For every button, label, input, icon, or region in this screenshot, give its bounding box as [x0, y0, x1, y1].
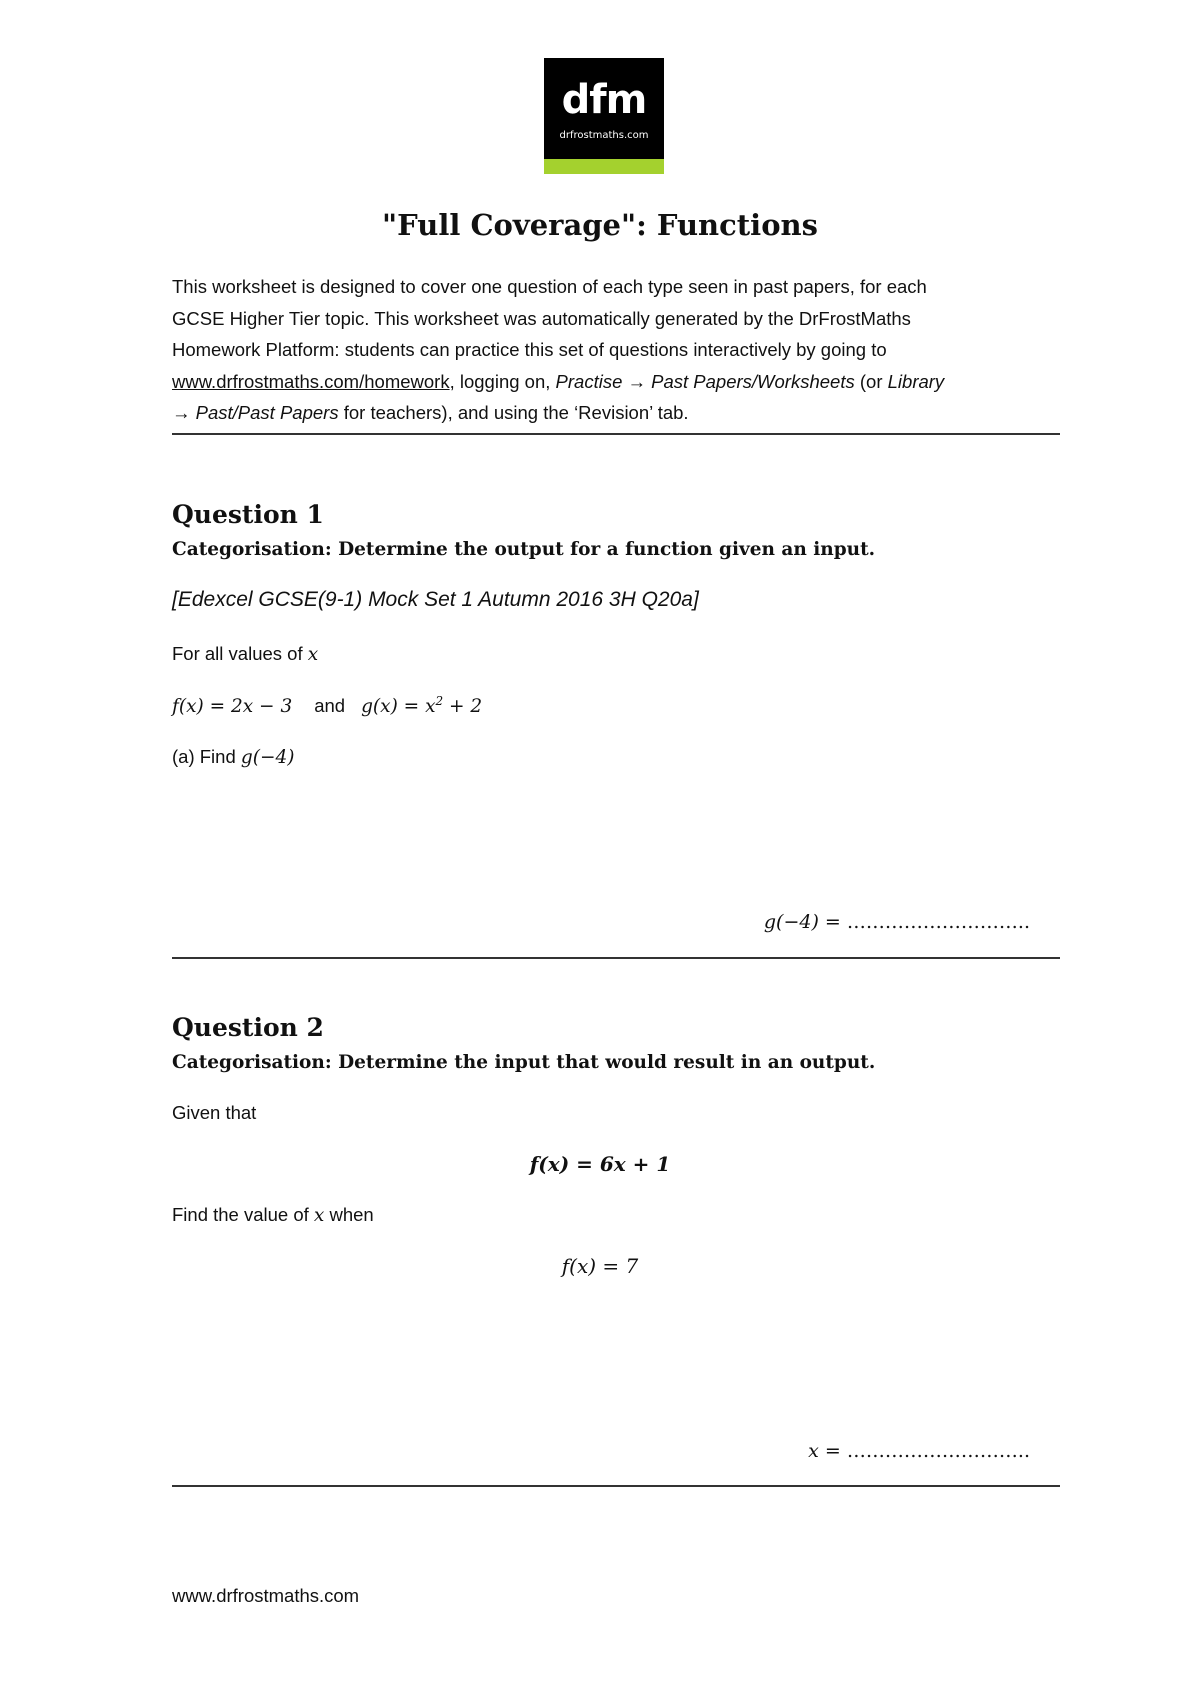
question-2-f-equation	[0, 1254, 1200, 1278]
var-x: x	[313, 1205, 325, 1226]
intro-paragraph	[172, 271, 1052, 429]
divider	[172, 1485, 1060, 1487]
intro-line	[172, 397, 1052, 429]
intro-line: This worksheet is designed to cover one question of each type seen in past papers, for each	[172, 276, 927, 297]
intro-text: , logging on,	[449, 370, 556, 392]
answer-dots[interactable]: ………………………..	[846, 911, 1030, 933]
divider	[172, 957, 1060, 959]
footer-url: www.drfrostmaths.com	[172, 1585, 360, 1606]
question-2-f-definition	[0, 1152, 1200, 1176]
homework-link[interactable]: www.drfrostmaths.com/homework	[172, 370, 450, 392]
answer-dots[interactable]: ………………………..	[846, 1440, 1030, 1462]
intro-past-past: Past/Past Papers	[195, 402, 339, 423]
part-a-text: (a) Find	[172, 746, 241, 767]
question-2-heading: Question 2	[172, 1013, 324, 1042]
question-2-category: Categorisation: Determine the input that would result in an output.	[172, 1052, 876, 1073]
find-suffix: when	[324, 1204, 374, 1225]
question-2-given: Given that	[172, 1102, 257, 1123]
answer-label: x =	[808, 1440, 841, 1462]
f-equation: f(x) = 7	[561, 1254, 639, 1278]
g-def-tail: + 2	[443, 696, 483, 718]
question-2-answer-line	[808, 1440, 1030, 1462]
page-title: "Full Coverage": Functions	[382, 208, 818, 242]
intro-or: (or	[854, 370, 888, 392]
divider	[172, 433, 1060, 435]
intro-text: for teachers), and using the ‘Revision’ tab.	[338, 402, 689, 423]
f-definition: f(x) = 2x − 3	[172, 696, 293, 718]
intro-line: Homework Platform: students can practice this set of questions interactively by going to	[172, 339, 887, 360]
logo-accent-bar	[544, 159, 664, 174]
intro-arrow: →	[172, 402, 196, 423]
logo-text: dfm	[561, 77, 647, 123]
question-1-for-all	[172, 643, 318, 665]
g-definition	[361, 696, 482, 717]
intro-library: Library	[887, 370, 945, 392]
answer-label: g(−4) =	[763, 911, 841, 933]
logo-url: drfrostmaths.com	[559, 130, 649, 141]
f-definition: f(x) = 6x + 1	[529, 1152, 671, 1176]
question-1-answer-line	[764, 911, 1030, 933]
var-x: x	[307, 644, 319, 665]
find-prefix: Find the value of	[172, 1204, 314, 1225]
g-def-base: g(x) = x	[361, 696, 436, 718]
question-1-heading: Question 1	[172, 500, 324, 529]
question-1-category: Categorisation: Determine the output for a function given an input.	[172, 539, 876, 560]
intro-arrow: →	[622, 370, 652, 392]
question-2-find	[172, 1204, 374, 1226]
for-all-text: For all values of	[172, 643, 308, 664]
question-1-definitions	[172, 694, 482, 717]
intro-practise: Practise	[555, 370, 623, 392]
intro-past-papers: Past Papers/Worksheets	[651, 370, 855, 392]
intro-line: GCSE Higher Tier topic. This worksheet was automatically generated by the DrFrostMaths	[172, 307, 911, 329]
part-a-expr: g(−4)	[240, 747, 295, 768]
question-1-part-a	[172, 746, 294, 768]
and-text: and	[314, 695, 346, 717]
dfm-logo	[544, 58, 664, 174]
g-def-exponent: 2	[435, 694, 444, 708]
question-1-source: [Edexcel GCSE(9-1) Mock Set 1 Autumn 2016 3H Q20a]	[172, 588, 699, 611]
intro-line	[172, 366, 1052, 398]
